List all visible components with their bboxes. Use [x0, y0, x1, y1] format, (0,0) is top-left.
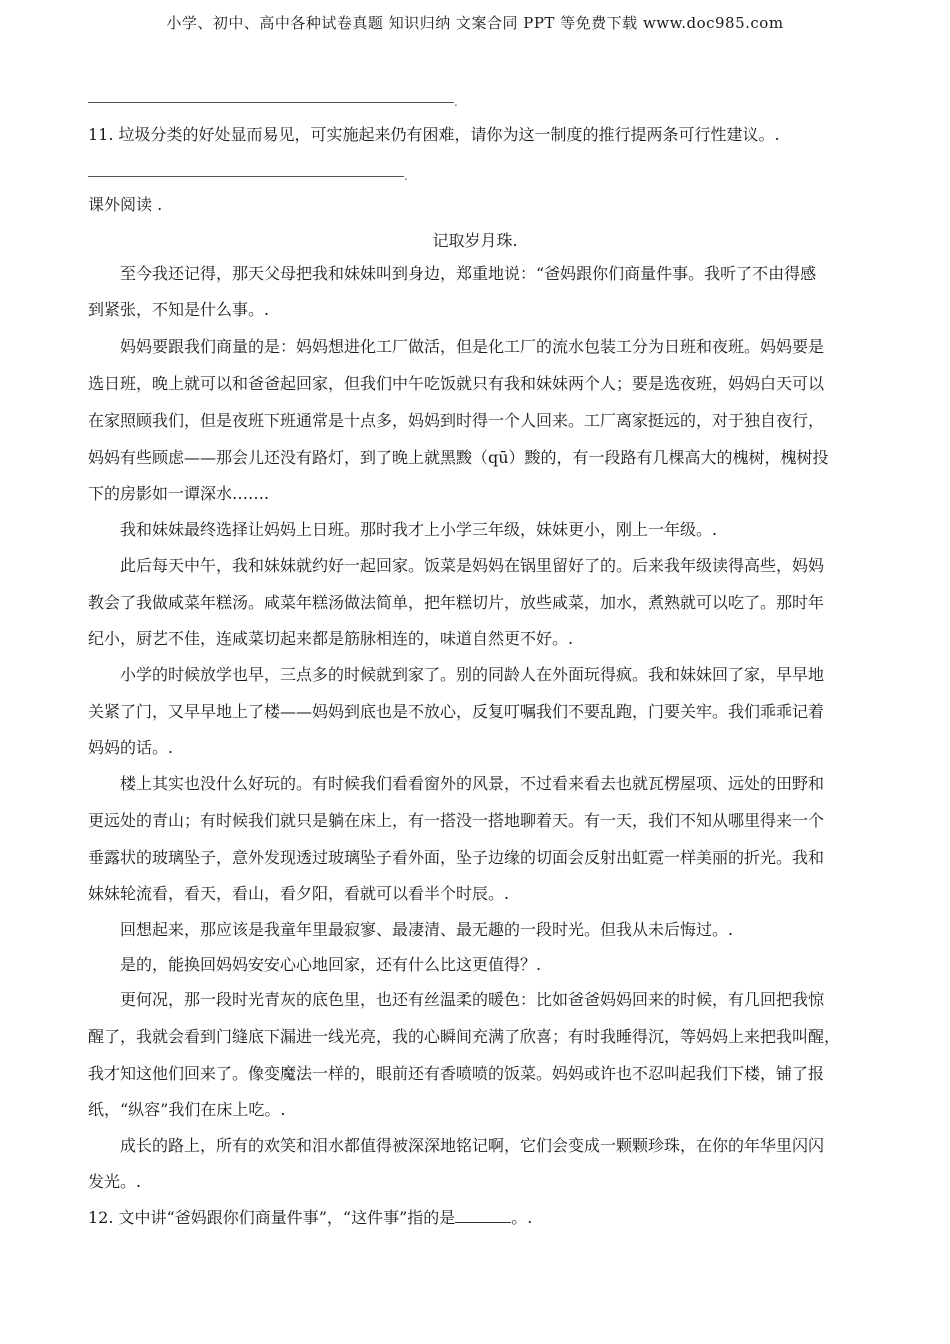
paragraph-line: 妈妈的话。. [88, 738, 174, 757]
page-header: 小学、初中、高中各种试卷真题 知识归纳 文案合同 PPT 等免费下载 www.doc985.com [166, 14, 784, 32]
paragraph-line: 我和妹妹最终选择让妈妈上日班。那时我才上小学三年级，妹妹更小，刚上一年级。. [120, 520, 718, 539]
answer-line-2 [88, 176, 404, 177]
paragraph-line: 更远处的青山；有时候我们就只是躺在床上，有一搭没一搭地聊着天。有一天，我们不知从哪里得来一个 [88, 811, 825, 830]
question-11: 11. 垃圾分类的好处显而易见，可实施起来仍有困难，请你为这一制度的推行提两条可行性建议。. [88, 125, 780, 144]
answer-line-1 [88, 102, 454, 103]
answer-blank[interactable] [455, 1206, 511, 1223]
paragraph-line: 更何况，那一段时光青灰的底色里，也还有丝温柔的暖色：比如爸爸妈妈回来的时候，有几回把我惊 [120, 990, 825, 1009]
paragraph-line: 妹妹轮流看，看天，看山，看夕阳，看就可以看半个时辰。. [88, 884, 510, 903]
paragraph-line: 回想起来，那应该是我童年里最寂寥、最凄清、最无趣的一段时光。但我从未后悔过。. [120, 920, 734, 939]
paragraph-line: 醒了，我就会看到门缝底下漏进一线光亮，我的心瞬间充满了欣喜；有时我睡得沉，等妈妈上来把我叫醒， [88, 1027, 841, 1046]
answer-line-dot: . [404, 169, 408, 183]
paragraph-line: 是的，能换回妈妈安安心心地回家，还有什么比这更值得？. [120, 955, 542, 974]
paragraph-line: 至今我还记得，那天父母把我和妹妹叫到身边，郑重地说：“爸妈跟你们商量件事。我听了不由得感 [120, 264, 817, 283]
paragraph-line: 选日班，晚上就可以和爸爸起回家，但我们中午吃饭就只有我和妹妹两个人；要是选夜班，妈妈白天可以 [88, 374, 825, 393]
paragraph-line: 下的房影如一谭深水……. [88, 484, 270, 503]
paragraph-line: 纸，“纵容”我们在床上吃。. [88, 1100, 286, 1119]
paragraph-line: 妈妈有些顾虑——那会儿还没有路灯，到了晚上就黑黢（qū）黢的，有一段路有几棵高大的槐树，槐树投 [88, 448, 829, 467]
answer-line-dot: . [454, 95, 458, 109]
paragraph-line: 楼上其实也没什么好玩的。有时候我们看看窗外的风景，不过看来看去也就瓦楞屋项、远处的田野和 [120, 774, 825, 793]
paragraph-line: 在家照顾我们，但是夜班下班通常是十点多，妈妈到时得一个人回来。工厂离家挺远的，对于独自夜行， [88, 411, 825, 430]
paragraph-line: 垂露状的玻璃坠子，意外发现透过玻璃坠子看外面，坠子边缘的切面会反射出虹霓一样美丽的折光。我和 [88, 848, 825, 867]
question-12-end: 。. [511, 1208, 533, 1227]
paragraph-line: 妈妈要跟我们商量的是：妈妈想进化工厂做活，但是化工厂的流水包装工分为日班和夜班。妈妈要是 [120, 337, 825, 356]
article-title: 记取岁月珠. [432, 231, 518, 250]
section-label: 课外阅读 . [88, 195, 163, 214]
paragraph-line: 小学的时候放学也早，三点多的时候就到家了。别的同龄人在外面玩得疯。我和妹妹回了家，早早地 [120, 665, 825, 684]
paragraph-line: 我才知这他们回来了。像变魔法一样的，眼前还有香喷喷的饭菜。妈妈或许也不忍叫起我们下楼，铺了报 [88, 1064, 825, 1083]
paragraph-line: 成长的路上，所有的欢笑和泪水都值得被深深地铭记啊，它们会变成一颗颗珍珠，在你的年华里闪闪 [120, 1136, 825, 1155]
paragraph-line: 发光。. [88, 1172, 142, 1191]
question-12-text: 12. 文中讲“爸妈跟你们商量件事”，“这件事”指的是 [88, 1208, 456, 1227]
paragraph-line: 关紧了门，又早早地上了楼——妈妈到底也是不放心，反复叮嘱我们不要乱跑，门要关牢。我们乖乖记着 [88, 702, 825, 721]
question-12 [88, 1206, 532, 1230]
paragraph-line: 教会了我做咸菜年糕汤。咸菜年糕汤做法简单，把年糕切片，放些咸菜，加水，煮熟就可以吃了。那时年 [88, 593, 825, 612]
paragraph-line: 纪小，厨艺不佳，连咸菜切起来都是筋脉相连的，味道自然更不好。. [88, 629, 574, 648]
paragraph-line: 此后每天中午，我和妹妹就约好一起回家。饭菜是妈妈在锅里留好了的。后来我年级读得高些，妈妈 [120, 556, 825, 575]
paragraph-line: 到紧张，不知是什么事。. [88, 300, 270, 319]
